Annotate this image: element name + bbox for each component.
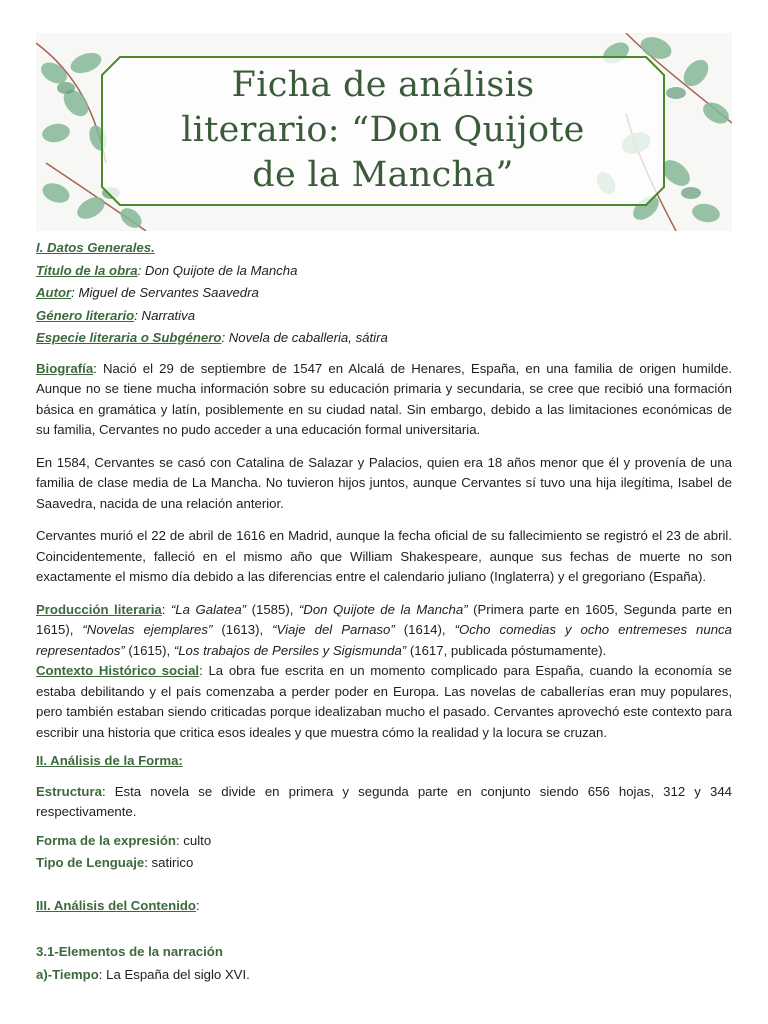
section-analisis-forma — [36, 751, 732, 772]
biografia-paragraph-1 — [36, 359, 732, 441]
field-value: : Don Quijote de la Mancha — [137, 262, 298, 278]
heading-colon: : — [195, 897, 200, 913]
section-datos-generales — [36, 238, 732, 259]
text: (1614), — [394, 622, 455, 637]
field-label: Autor — [36, 285, 72, 300]
work-title: “Los trabajos de Persiles y Sigismunda” — [173, 642, 407, 658]
paragraph-text: : Nació el 29 de septiembre de 1547 en Alcalá de Henares, España, en una familia de origen humilde. Aunque no se tiene mucha información sobre su educación primaria y secundaria, se cree que recibió una formación básica en gramática y latín, posiblemente en su ciudad natal. Sin embargo, debido a las limitaciones económicas de su familia, Cervantes no pudo acceder a una educación formal universitaria. — [36, 360, 732, 437]
field-value: : culto — [175, 832, 212, 848]
biografia-paragraph-3: Cervantes murió el 22 de abril de 1616 en Madrid, aunque la fecha oficial de su fallecimiento se registró el 23 de abril. Coincidentemente, falleció en el mismo año que William Shakespeare, aunque sus fechas de muerte no son exactamente el mismo día debido a las diferencias entre el calendario juliano (Inglaterra) y el gregoriano (España). — [36, 528, 732, 584]
field-label: a)-Tiempo — [36, 966, 99, 982]
title-line: literario: “Don Quijote — [181, 110, 585, 150]
work-title: “La Galatea” — [170, 601, 247, 617]
work-title: “Don Quijote de la Mancha” — [298, 601, 468, 617]
section-heading: III. Análisis del Contenido — [36, 897, 196, 913]
document-body — [36, 238, 732, 987]
text: (1585), — [246, 601, 299, 617]
field-genero — [36, 306, 732, 327]
title-line: de la Mancha” — [252, 155, 514, 195]
field-label: Titulo de la obra — [36, 262, 138, 278]
section-heading: I. Datos Generales. — [36, 240, 155, 255]
field-value: : satirico — [144, 855, 194, 870]
field-value: : Narrativa — [134, 307, 196, 323]
field-tiempo — [36, 965, 732, 986]
title-banner — [36, 33, 732, 231]
biografia-label: Biografía — [36, 360, 94, 376]
work-title: “Ocho comedias y ocho entremeses nunca representados” — [36, 622, 732, 658]
biografia-paragraph-2: En 1584, Cervantes se casó con Catalina de Salazar y Palacios, quien era 18 años menor que él y provenía de una familia de clase media de La Mancha. No tuvieron hijos juntos, aunque Cervantes sí tuvo una hija ilegítima, Isabel de Saavedra, nacida de una relación anterior. — [36, 454, 732, 511]
field-autor — [36, 283, 732, 304]
field-especie — [36, 328, 732, 349]
document-title — [100, 63, 666, 198]
section-analisis-contenido — [36, 896, 732, 917]
text: (1617, publicada póstumamente). — [406, 642, 607, 658]
work-title: “Viaje del Parnaso” — [272, 622, 395, 637]
field-value: : La España del siglo XVI. — [98, 966, 250, 982]
text: (1613), — [212, 622, 273, 637]
field-lenguaje — [36, 853, 732, 874]
field-value: : Novela de caballeria, sátira — [221, 330, 388, 345]
estructura-paragraph — [36, 782, 732, 823]
text: (Primera parte en 1605, Segunda parte en 1615), — [36, 601, 733, 637]
field-expresion — [36, 831, 732, 852]
field-label: Especie literaria o Subgénero — [36, 330, 222, 345]
field-label: Forma de la expresión — [36, 832, 176, 848]
contexto-paragraph — [36, 661, 732, 743]
field-label: Tipo de Lenguaje — [36, 855, 145, 870]
paragraph-text: : Esta novela se divide en primera y segunda parte en conjunto siendo 656 hojas, 312 y 344 respectivamente. — [36, 783, 732, 819]
paragraph-text: : La obra fue escrita en un momento complicado para España, cuando la economía se estaba debilitando y el país comenzaba a perder poder en Europa. Las novelas de caballerías eran muy populares, pero también estaban siendo criticadas porque idealizaban mucho el pasado. Cervantes aprovechó este contexto para escribir una historia que critica esos ideales y que muestra cómo la realidad y la locura se cruzan. — [36, 663, 732, 740]
contexto-label: Contexto Histórico social — [36, 663, 200, 678]
field-label: Género literario — [36, 307, 135, 323]
text: (1615), — [124, 642, 174, 658]
field-value: : Miguel de Servantes Saavedra — [71, 285, 259, 300]
work-title: “Novelas ejemplares” — [82, 622, 213, 637]
field-titulo — [36, 261, 732, 282]
subsection-elementos — [36, 942, 732, 963]
produccion-label: Producción literaria — [36, 601, 162, 617]
text: : — [161, 601, 171, 617]
subsection-heading: 3.1-Elementos de la narración — [36, 944, 223, 959]
estructura-label: Estructura — [36, 783, 102, 799]
produccion-paragraph — [36, 600, 732, 662]
section-heading: II. Análisis de la Forma: — [36, 753, 183, 768]
title-line: Ficha de análisis — [231, 65, 535, 105]
